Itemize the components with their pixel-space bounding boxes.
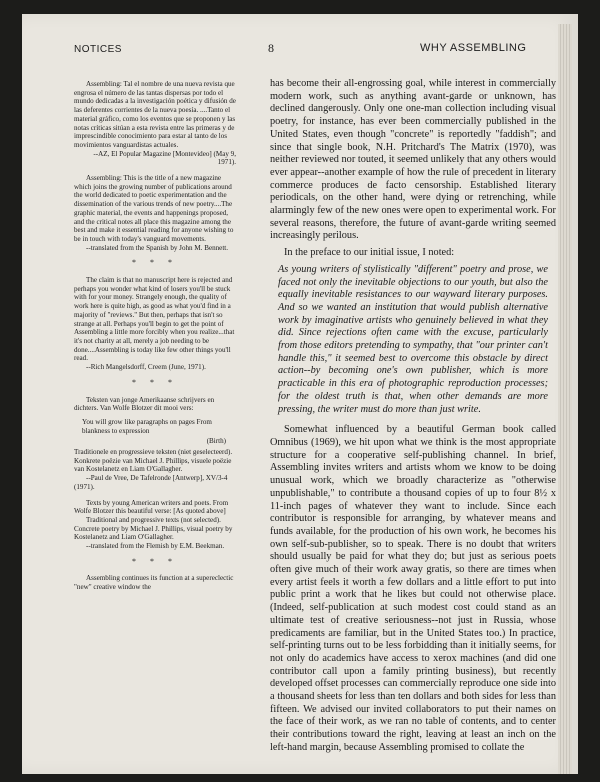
verse-quote: You will grow like paragraphs on pages From blankness to expression — [82, 417, 212, 435]
notice-paragraph: The claim is that no manuscript here is rejected and perhaps you wonder what kind of losers you'll be stuck with for your money. Strangely enough, the quality of work here is quite high, as good as what you'd find in a majority of "reviews." But then, perhaps that isn't so strange at all. Perhaps you'll begin to get the point of Assembling a little more forcibly when you realize...that it's not charity at all, merely a job needing to be done....Assembling is today like few other things you'll read. — [74, 276, 235, 363]
article-paragraph: Somewhat influenced by a beautiful German book called Omnibus (1969), we hit upon what we think is the most appropriate structure for a cooperative self-publishing channel. In brief, Assembling invites writers and artists whom we know to be doing unusual work, which we broadly characterize as "otherwise unpublishable," to contribute a thousand copies of up to four 8½ x 11-inch pages of whatever they want to include. Since each contributor is responsible for arranging, by whatever means and funds available, for the production of his own work, he becomes his own self-sub-publisher, so to speak. There is no doubt that writers should usually be paid for what they do; but just as serious poets often give much of their work away gratis, so there are times when every artist feels it worth a few dollars and a little effort to put into public print a work that he likes but could not otherwise place. (Indeed, self-publication at such modest cost could stand as an ultimate test of creative seriousness--not just in Russia, whose predicaments are familiar, but in the United States too.) In practice, self-printing turns out to be less forbidding than it initially seems, for not only do academics have access to xerox machines (and did one contributor call upon a family printing business), but recently developed offset processes can commercially reproduce one side into a thousand sheets for less than ten dollars and both sides for less than fifteen. We advised our invited collaborators to put their names on the face of their work, as we ran no table of contents, and to center their contributions toward the right, leaving at least an inch on the left-hand margin, because Assembling promised to collate the — [270, 424, 556, 753]
notice-citation: --Paul de Vree, De Tafelronde [Antwerp], XV/3-4 (1971). — [74, 474, 228, 491]
notice-paragraph: Teksten van jonge Amerikaanse schrijvers en dichters. Van Wolfe Blotzer dit mooi vers: — [74, 395, 215, 413]
notice-paragraph: Assembling: Tal el nombre de una nueva revista que engrosa el número de las tantas dispersas por todo el mundo dedicadas a la investigación poética y difusión de las deferentes corrientes de la nueva poesía. ....Tanto el material gráfico, como los eventos que se proponen y las notas críticas sitúan a esta revista entre las primeras y de imprescindible conocimiento para estar al tanto de los movimientos vanguardistas actuales. — [74, 80, 236, 149]
notices-column — [74, 80, 236, 592]
notice-citation: --Rich Mangelsdorff, Creem (June, 1971). — [86, 363, 206, 372]
article-column — [270, 78, 556, 755]
article-paragraph: has become their all-engrossing goal, while interest in commercially modern work, such as anything avant-garde or unknown, has declined dangerously. Only one one-man collection including visual poetry, for instance, has ever been commercially published in the United States, even though "concrete" is reportedly "faddish"; and since that single book, N.H. Pritchard's The Matrix (1970), was neither reviewed nor touted, it seemed unlikely that any others would ever appear--another example of how the rule of precedent in literary commerce produces de facto censorship. Established literary periodicals, on the other hand, were dying or retrenching, while alarmingly few of the new ones were open to experimental work. For several reasons, therefore, the future of avant-garde writing seemed increasingly perilous. — [270, 78, 556, 242]
section-separator: * * * — [132, 556, 178, 566]
article-paragraph: In the preface to our initial issue, I noted: — [284, 247, 455, 259]
notice-citation: --translated from the Spanish by John M. Bennett. — [86, 243, 229, 252]
block-quote: As young writers of stylistically "different" poetry and prose, we faced not only the inevitable objections to our youth, but also the equally inevitable resistances to our wayward literary purposes. And so we wanted an institution that would publish alternative work by imaginative artists who genuinely believed in what they did. Since rejections often came with the excuse, particularly from those editors pretending to sympathy, that "our printer can't handle this," it seemed best to overcome this obstacle by direct action--by becoming one's own publisher, which is more practicable in this era of photographic reproduction processes; for the oldest truth is that, when other demands are more pressing, the writer must do more than just write. — [278, 263, 548, 415]
running-title: WHY ASSEMBLING — [420, 42, 527, 54]
section-separator: * * * — [132, 377, 178, 387]
section-header: NOTICES — [74, 44, 122, 55]
notice-paragraph: Assembling: This is the title of a new magazine which joins the growing number of publications around the world dedicated to poetic experimentation and the dissemination of the various trends of new poetry....The graphic material, the events and happenings proposed, and the critical notes all place this magazine among the best and make it essential reading for anyone wishing to be in touch with today's vanguard movements. — [74, 174, 234, 243]
notice-citation: --translated from the Flemish by E.M. Beekman. — [86, 542, 225, 551]
section-separator: * * * — [132, 258, 178, 268]
notice-paragraph: Traditional and progressive texts (not selected). Concrete poetry by Michael J. Phillips, visual poetry by Kostelanetz and Liam O'Gallagher. — [74, 515, 233, 542]
verse-attribution: (Birth) — [206, 437, 226, 446]
notice-paragraph: Traditionele en progressieve teksten (niet geselecteerd). Konkrete poëzie van Michael J. Phillips, visuele poëzie van Kostelanetz en Liam O'Gallagher. — [74, 448, 233, 474]
notice-paragraph: Texts by young American writers and poets. From Wolfe Blotzer this beautiful verse: [As quoted above] — [74, 498, 229, 516]
page — [22, 14, 578, 774]
page-number: 8 — [268, 41, 275, 55]
page-edge-stack — [558, 24, 572, 774]
notice-citation: --AZ, El Popular Magazine [Montevideo] (May 9, 1971). — [93, 149, 236, 167]
notice-paragraph: Assembling continues its function at a supereclectic "new" creative window the — [74, 574, 234, 592]
